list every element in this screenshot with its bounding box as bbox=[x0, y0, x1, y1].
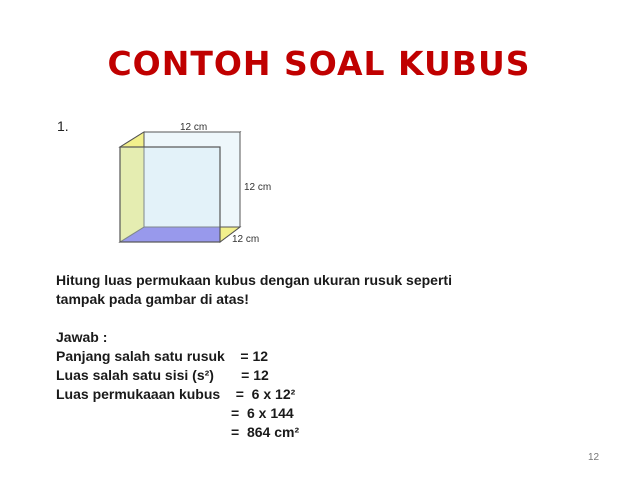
answer-line: Luas permukaaan kubus = 6 x 12² bbox=[56, 386, 296, 402]
answer-line: = 6 x 144 bbox=[56, 405, 294, 421]
slide-title: CONTOH SOAL KUBUS bbox=[107, 44, 531, 83]
cube-side-label: 12 cm bbox=[244, 182, 272, 193]
cube-figure bbox=[110, 122, 310, 252]
slide-body bbox=[56, 271, 452, 442]
question-line: tampak pada gambar di atas! bbox=[56, 291, 249, 307]
item-number: 1. bbox=[57, 118, 69, 134]
answer-line: Luas salah satu sisi (s²) = 12 bbox=[56, 367, 269, 383]
answer-line: = 864 cm² bbox=[56, 424, 300, 440]
cube-bottom-label: 12 cm bbox=[232, 234, 260, 245]
question-line: Hitung luas permukaan kubus dengan ukuran rusuk seperti bbox=[56, 272, 452, 288]
cube-front-face bbox=[120, 147, 220, 242]
answer-heading: Jawab : bbox=[56, 329, 108, 345]
page-number: 12 bbox=[588, 452, 600, 463]
spacer bbox=[56, 309, 452, 328]
answer-line: Panjang salah satu rusuk = 12 bbox=[56, 348, 269, 364]
cube-top-label: 12 cm bbox=[180, 122, 208, 133]
